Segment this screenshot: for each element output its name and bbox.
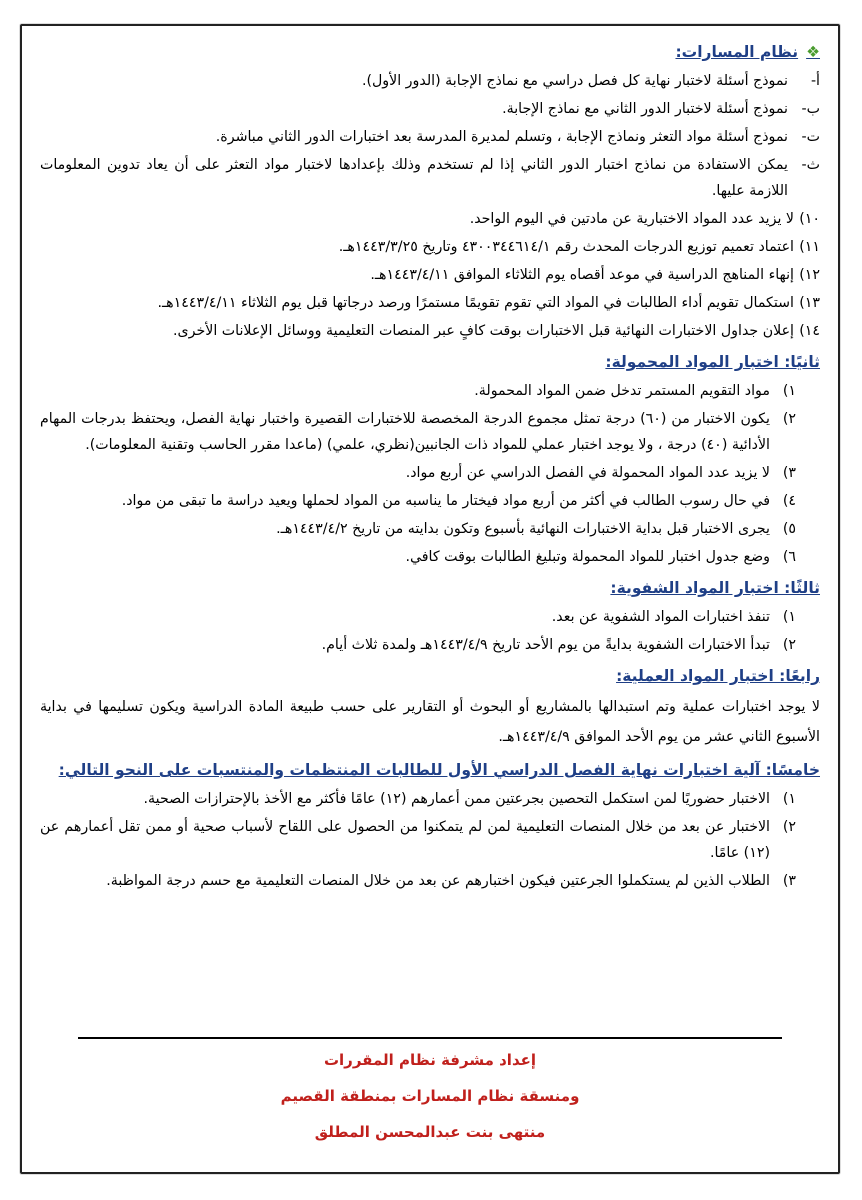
- list-item: ت- نموذج أسئلة مواد التعثر ونماذج الإجابة ، وتسلم لمديرة المدرسة بعد اختبارات الدور الثاني مباشرة.: [215, 129, 820, 145]
- numbered-item: ١٤) إعلان جداول الاختبارات النهائية قبل الاختبارات بوقت كافٍ عبر المنصات التعليمية ووسائل الإعلانات الأخرى.: [173, 323, 820, 339]
- signature-line-3: منتهى بنت عبدالمحسن المطلق: [314, 1123, 546, 1141]
- list-item: ٣) الطلاب الذين لم يستكملوا الجرعتين فيكون اختبارهم عن بعد من خلال المنصات التعليمية مع حسم درجة المواظبة.: [106, 873, 796, 889]
- list-item: ب- نموذج أسئلة لاختبار الدور الثاني مع نماذج الإجابة.: [502, 101, 820, 117]
- diamond-bullet-icon: ❖: [806, 43, 820, 61]
- numbered-item: ١١) اعتماد تعميم توزيع الدرجات المحدث رقم ٤٣٠٠٣٤٤٦١٤/١ وتاريخ ١٤٤٣/٣/٢٥هـ.: [338, 239, 820, 255]
- section-practical-text: لا يوجد اختبارات عملية وتم استبدالها بالمشاريع أو البحوث أو التقارير على حسب طبيعة المادة الدراسية ويكون تسليمها في بداية الأسبوع الثاني عشر من يوم الأحد الموافق ١٤٤٣/٤/٩هـ.: [40, 699, 820, 745]
- signature-block: [40, 1050, 820, 1158]
- numbered-item: ١٢) إنهاء المناهج الدراسية في موعد أقصاه يوم الثلاثاء الموافق ١٤٤٣/٤/١١هـ.: [370, 267, 820, 283]
- list-item: ٦) وضع جدول اختبار للمواد المحمولة وتبليغ الطالبات بوقت كافي.: [405, 549, 796, 565]
- list-item: أ- نموذج أسئلة لاختبار نهاية كل فصل دراسي مع نماذج الإجابة (الدور الأول).: [361, 73, 820, 89]
- list-item: ١) مواد التقويم المستمر تدخل ضمن المواد المحمولة.: [474, 383, 796, 399]
- list-item: ٤) في حال رسوب الطالب في أكثر من أربع مواد فيختار ما يناسبه من المواد لحملها ويعيد دراسة ما تبقى من مواد.: [121, 493, 796, 509]
- list-item: ٢) الاختبار عن بعد من خلال المنصات التعليمية لمن لم يتمكنوا من الحصول على اللقاح لأسباب صحية أو ممن تقل أعمارهم عن (١٢) عامًا.: [40, 819, 796, 861]
- list-item: ٣) لا يزيد عدد المواد المحمولة في الفصل الدراسي عن أربع مواد.: [405, 465, 796, 481]
- section-oral-title: ثالثًا: اختبار المواد الشفوية:: [610, 579, 820, 597]
- signature-divider: [78, 1037, 782, 1039]
- list-item: ٢) يكون الاختبار من (٦٠) درجة تمثل مجموع الدرجة المخصصة للاختبارات القصيرة واختبار نهاية الفصل، ويحتفظ بدرجات المهام الأدائية (٤٠) درجة ، ولا يوجد اختبار عملي للمواد ذات الجانبين(نظري، علمي) (ماعدا مقرر الحاسب وتقنية المعلومات).: [40, 411, 796, 453]
- signature-line-2: ومنسقة نظام المسارات بمنطقة القصيم: [280, 1087, 580, 1105]
- list-item: ٥) يجرى الاختبار قبل بداية الاختبارات النهائية بأسبوع وتكون بدايته من تاريخ ١٤٤٣/٤/٢هـ.: [276, 521, 796, 537]
- signature-line-1: إعداد مشرفة نظام المقررات: [323, 1051, 537, 1069]
- list-item: ث- يمكن الاستفادة من نماذج اختبار الدور الثاني إذا لم تستخدم وذلك بإعدادها لاختبار مواد التعثر على أن يعاد تدوين المعلومات اللازمة عليها.: [40, 157, 820, 199]
- numbered-item: ١٣) استكمال تقويم أداء الطالبات في المواد التي تقوم تقويمًا مستمرًا ورصد درجاتها قبل يوم الثلاثاء ١٤٤٣/٤/١١هـ.: [157, 295, 820, 311]
- section-carried-title: ثانيًا: اختبار المواد المحمولة:: [605, 353, 820, 371]
- list-item: ٢) تبدأ الاختبارات الشفوية بدايةً من يوم الأحد تاريخ ١٤٤٣/٤/٩هـ ولمدة ثلاث أيام.: [321, 637, 796, 653]
- list-item: ١) تنفذ اختبارات المواد الشفوية عن بعد.: [551, 609, 796, 625]
- section-masarat-title: ❖نظام المسارات:: [675, 43, 820, 61]
- section-practical-title: رابعًا: اختبار المواد العملية:: [616, 667, 820, 685]
- document-body: [40, 34, 820, 896]
- numbered-item: ١٠) لا يزيد عدد المواد الاختبارية عن مادتين في اليوم الواحد.: [469, 211, 820, 227]
- section-mechanism-title: خامسًا: آلية اختبارات نهاية الفصل الدراسي الأول للطالبات المنتظمات والمنتسبات على النحو التالي:: [58, 761, 820, 779]
- list-item: ١) الاختبار حضوريًا لمن استكمل التحصين بجرعتين ممن أعمارهم (١٢) عامًا فأكثر مع الأخذ بالإحترازات الصحية.: [143, 791, 796, 807]
